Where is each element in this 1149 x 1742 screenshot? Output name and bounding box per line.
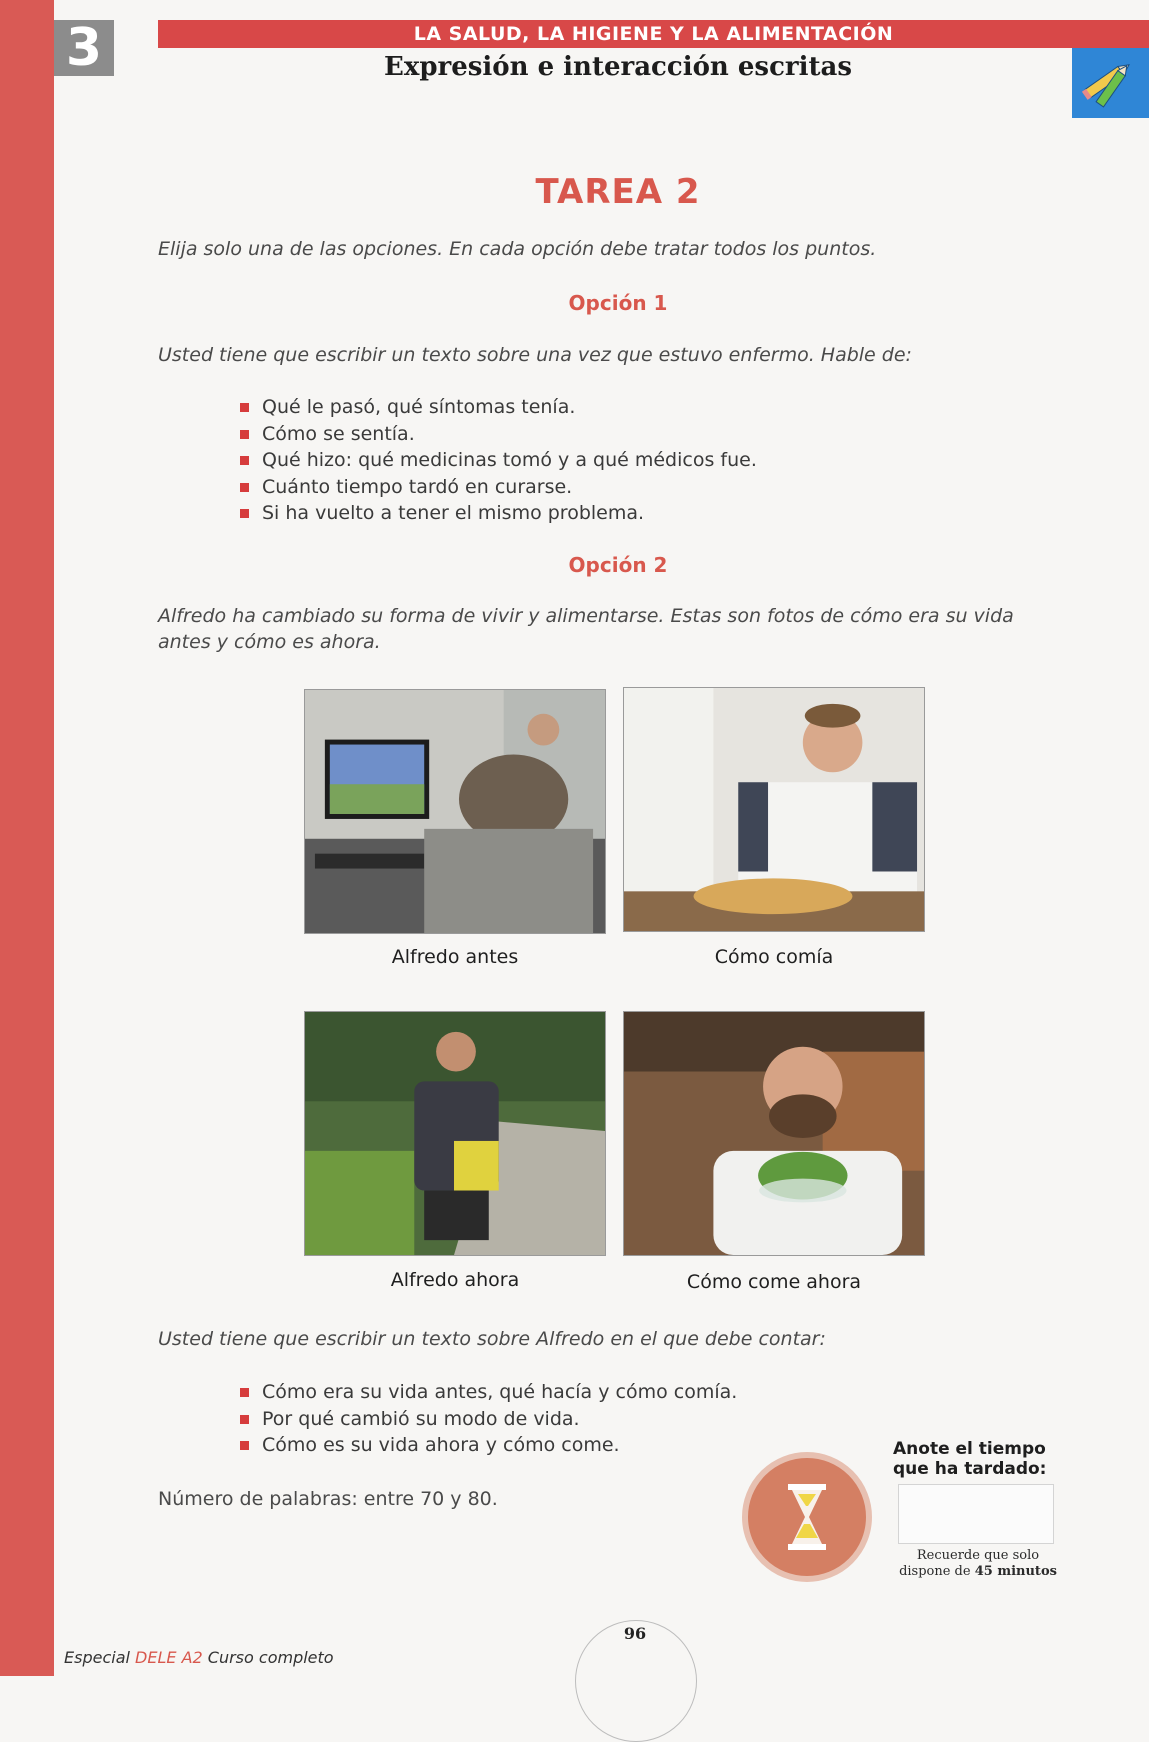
time-entry-box[interactable] bbox=[898, 1484, 1054, 1544]
task-title: TAREA 2 bbox=[535, 172, 701, 212]
list-item: Si ha vuelto a tener el mismo problema. bbox=[238, 500, 757, 527]
option-1-title: Opción 1 bbox=[568, 291, 668, 315]
caption-photo-2: Cómo comía bbox=[714, 946, 834, 968]
footer-brand: Especial DELE A2 Curso completo bbox=[64, 1648, 334, 1667]
hourglass-icon bbox=[742, 1452, 872, 1582]
option-2-points bbox=[238, 1379, 737, 1459]
side-color-bar bbox=[0, 0, 54, 1676]
list-item: Cómo es su vida ahora y cómo come. bbox=[238, 1432, 737, 1459]
caption-photo-4: Cómo come ahora bbox=[686, 1271, 862, 1293]
photo-how-he-ate bbox=[623, 687, 925, 932]
section-title: Expresión e interacción escritas bbox=[384, 52, 852, 82]
caption-photo-3: Alfredo ahora bbox=[390, 1269, 520, 1291]
word-count-note: Número de palabras: entre 70 y 80. bbox=[158, 1488, 498, 1510]
list-item: Cómo se sentía. bbox=[238, 421, 757, 448]
timer-note-line1: Recuerde que solo bbox=[916, 1548, 1040, 1563]
unit-number-badge: 3 bbox=[54, 20, 114, 76]
list-item: Qué le pasó, qué síntomas tenía. bbox=[238, 394, 757, 421]
option-2-intro: Alfredo ha cambiado su forma de vivir y alimentarse. Estas son fotos de cómo era su vida antes y cómo es ahora. bbox=[158, 605, 1014, 653]
timer-note-prefix: dispone de bbox=[899, 1564, 975, 1579]
list-item: Qué hizo: qué medicinas tomó y a qué médicos fue. bbox=[238, 447, 757, 474]
timer-note-minutes: 45 minutos bbox=[974, 1564, 1057, 1579]
photo-how-he-eats-now bbox=[623, 1011, 925, 1256]
task-instructions: Elija solo una de las opciones. En cada opción debe tratar todos los puntos. bbox=[158, 238, 877, 260]
photo-alfredo-before bbox=[304, 689, 606, 934]
option-1-points bbox=[238, 394, 757, 527]
list-item: Cómo era su vida antes, qué hacía y cómo comía. bbox=[238, 1379, 737, 1406]
option-2-title: Opción 2 bbox=[568, 553, 668, 577]
page-number: 96 bbox=[623, 1624, 647, 1643]
list-item: Cuánto tiempo tardó en curarse. bbox=[238, 474, 757, 501]
chapter-title-band: LA SALUD, LA HIGIENE Y LA ALIMENTACIÓN bbox=[158, 20, 1149, 48]
option-2-task-intro: Usted tiene que escribir un texto sobre Alfredo en el que debe contar: bbox=[158, 1328, 826, 1350]
list-item: Por qué cambió su modo de vida. bbox=[238, 1406, 737, 1433]
photo-alfredo-now bbox=[304, 1011, 606, 1256]
option-1-intro: Usted tiene que escribir un texto sobre una vez que estuvo enfermo. Hable de: bbox=[158, 344, 912, 366]
timer-note bbox=[893, 1548, 1063, 1580]
pencil-icon bbox=[1072, 48, 1149, 118]
caption-photo-1: Alfredo antes bbox=[391, 946, 519, 968]
timer-label: Anote el tiempo que ha tardado: bbox=[893, 1439, 1047, 1479]
